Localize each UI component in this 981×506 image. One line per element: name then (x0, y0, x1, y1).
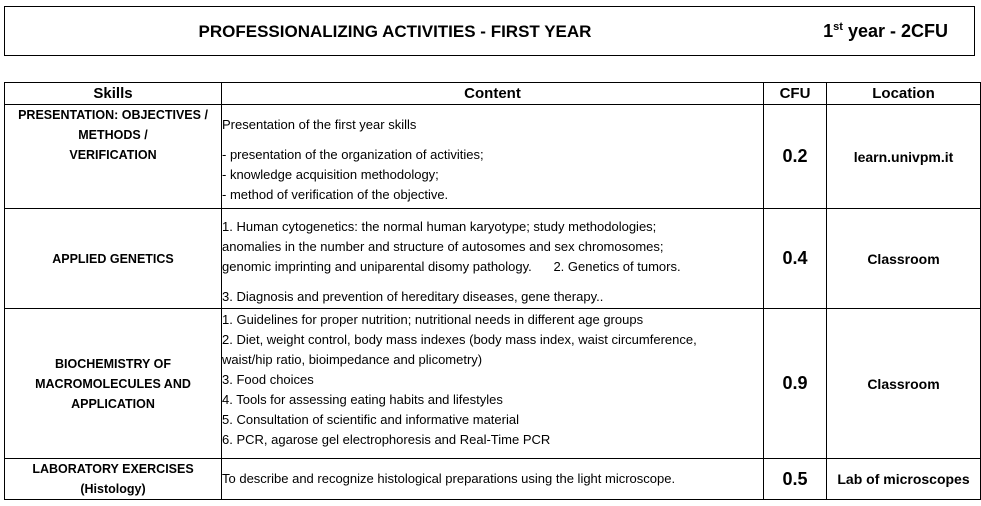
cfu-cell: 0.2 (764, 105, 827, 209)
header-box (4, 6, 975, 56)
content-line: 5. Consultation of scientific and informative material (222, 412, 519, 427)
content-line: 1. Guidelines for proper nutrition; nutritional needs in different age groups (222, 312, 644, 327)
table-row (5, 105, 981, 209)
column-header-skills: Skills (5, 83, 222, 105)
table-header-row (5, 83, 981, 105)
column-header-content: Content (222, 83, 764, 105)
content-line: - presentation of the organization of activities; (222, 147, 484, 162)
content-line: 6. PCR, agarose gel electrophoresis and Real-Time PCR (222, 432, 551, 447)
column-header-location: Location (827, 83, 981, 105)
skill-cell (5, 459, 222, 500)
skill-cell (5, 209, 222, 309)
content-line: 4. Tools for assessing eating habits and lifestyles (222, 392, 503, 407)
year-suffix: st (833, 21, 843, 33)
year-number: 1 (823, 21, 834, 41)
cfu-cell: 0.5 (764, 459, 827, 500)
cfu-cell: 0.4 (764, 209, 827, 309)
content-line: Presentation of the first year skills (222, 117, 417, 132)
skill-cell (5, 105, 222, 209)
year-rest: year - 2CFU (842, 21, 948, 41)
year-credits (823, 21, 948, 42)
page-title: PROFESSIONALIZING ACTIVITIES - FIRST YEAR (198, 22, 592, 41)
content-line: waist/hip ratio, bioimpedance and plicometry) (222, 352, 483, 367)
skill-line: APPLICATION (71, 396, 155, 411)
content-cell (222, 309, 764, 459)
skill-line: LABORATORY EXERCISES (32, 462, 194, 476)
location-cell: learn.univpm.it (827, 105, 981, 209)
skill-line: APPLIED GENETICS (52, 251, 174, 266)
content-line: 1. Human cytogenetics: the normal human karyotype; study methodologies; (222, 219, 657, 234)
location-cell: Classroom (827, 309, 981, 459)
skill-line: PRESENTATION: OBJECTIVES / (18, 108, 208, 122)
content-line: 3. Diagnosis and prevention of hereditary diseases, gene therapy.. (222, 289, 604, 304)
content-line: 2. Diet, weight control, body mass indexes (body mass index, waist circumference, (222, 332, 697, 347)
table-row (5, 209, 981, 309)
activities-table (4, 82, 981, 500)
skill-line: METHODS / (78, 128, 148, 142)
content-line: genomic imprinting and uniparental disomy pathology. 2. Genetics of tumors. (222, 259, 681, 274)
skill-line: VERIFICATION (69, 148, 157, 162)
skill-line: MACROMOLECULES AND (35, 376, 191, 391)
content-cell (222, 209, 764, 309)
content-cell (222, 459, 764, 500)
content-line: - knowledge acquisition methodology; (222, 167, 439, 182)
skill-line: BIOCHEMISTRY OF (55, 356, 171, 371)
location-cell: Lab of microscopes (827, 459, 981, 500)
table-row (5, 459, 981, 500)
content-line: To describe and recognize histological preparations using the light microscope. (222, 471, 676, 486)
cfu-cell: 0.9 (764, 309, 827, 459)
content-line: anomalies in the number and structure of autosomes and sex chromosomes; (222, 239, 664, 254)
column-header-cfu: CFU (764, 83, 827, 105)
content-line: - method of verification of the objective. (222, 187, 449, 202)
content-line: 3. Food choices (222, 372, 314, 387)
skill-line: (Histology) (80, 482, 146, 496)
table-row (5, 309, 981, 459)
location-cell: Classroom (827, 209, 981, 309)
content-cell (222, 105, 764, 209)
skill-cell (5, 309, 222, 459)
